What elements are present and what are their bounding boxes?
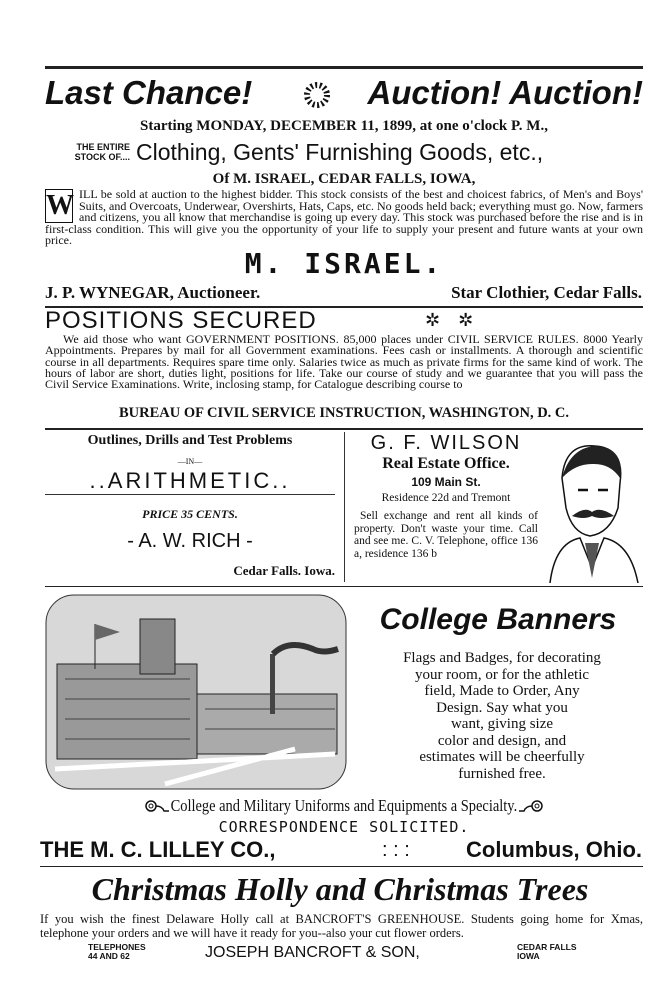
entire-stock-label-1: THE ENTIRE — [76, 142, 130, 152]
goods-title: Clothing, Gents' Furnishing Goods, etc., — [136, 139, 544, 165]
arithmetic-price: PRICE 35 CENTS. — [142, 507, 238, 521]
banners-title: College Banners — [379, 603, 617, 636]
arithmetic-in: —IN— — [177, 457, 203, 466]
banners-line: furnished free. — [458, 765, 546, 782]
banners-line: Design. Say what you — [436, 699, 568, 716]
banners-body — [362, 650, 642, 782]
headline-right: Auction! Auction! — [367, 74, 643, 111]
sunburst-ornament-icon — [300, 78, 334, 112]
headline-left: Last Chance! — [45, 74, 253, 111]
lilley-company: THE M. C. LILLEY CO., — [40, 837, 276, 862]
star-ornaments-icon: ✲✲ — [425, 310, 492, 330]
wilson-ad — [354, 432, 538, 560]
arithmetic-author: - A. W. RICH - — [127, 530, 253, 552]
auction-body-text: ILL be sold at auction to the highest bidder. This stock consists of the best and choicest fabrics, of Men's and Boys' Suits, and Overcoats, Underwear, Overshirts, Hats, Caps, etc. No goods held back; everything must go. Now, farmers and citizens, you all know that merchandise is going up every day. This stock was purchased before the rise and is in first-class condition. This will give you the opportunity of your life to supply your present and future wants at your own price. — [45, 187, 643, 247]
telephones-label: TELEPHONES — [88, 942, 146, 952]
auctioneer: J. P. WYNEGAR, Auctioneer. — [45, 283, 261, 302]
bancroft-city — [517, 943, 577, 961]
wilson-office: Real Estate Office. — [382, 455, 510, 472]
divider — [45, 428, 643, 430]
bancroft-city-2: IOWA — [517, 951, 540, 961]
telephones — [88, 943, 146, 961]
clothier: Star Clothier, Cedar Falls. — [451, 283, 642, 302]
wilson-name: G. F. WILSON — [370, 432, 522, 454]
column-divider — [344, 432, 345, 582]
divider — [40, 866, 643, 867]
positions-title: POSITIONS SECURED — [45, 307, 317, 334]
israel-banner: M. ISRAEL. — [244, 247, 444, 280]
lilley-separator: : : : — [382, 839, 410, 861]
banners-line: Flags and Badges, for decorating — [403, 650, 601, 666]
bancroft-body: If you wish the finest Delaware Holly call at BANCROFT'S GREENHOUSE. Students going home for Xmas, telephone your orders and we will have it ready for you--also your cut flower orders. — [40, 912, 643, 940]
bureau-name: BUREAU OF CIVIL SERVICE INSTRUCTION, WASHINGTON, D. C. — [118, 405, 570, 421]
bancroft-city-1: CEDAR FALLS — [517, 942, 577, 952]
wilson-address: 109 Main St. — [411, 475, 481, 489]
stock-line — [50, 138, 645, 170]
auction-headline — [45, 74, 643, 116]
owner-line: Of M. ISRAEL, CEDAR FALLS, IOWA, — [212, 171, 476, 187]
arithmetic-ad — [45, 433, 335, 579]
lilley-city: Columbus, Ohio. — [466, 837, 642, 862]
banners-line: field, Made to Order, Any — [424, 683, 580, 699]
banners-line: estimates will be cheerfully — [419, 749, 585, 765]
specialty-text: College and Military Uniforms and Equipments a Specialty. — [170, 796, 518, 815]
swirl-right-icon — [518, 799, 544, 813]
banners-line: want, giving size — [450, 716, 554, 732]
factory-engraving — [45, 594, 347, 790]
auction-body — [45, 189, 643, 247]
wilson-body: Sell exchange and rent all kinds of property. Don't waste your time. Call and see me. C. V. Telephone, office 136 a, residence 136 b — [354, 510, 538, 560]
portrait-illustration — [540, 438, 640, 583]
positions-body: We aid those who want GOVERNMENT POSITIONS. 85,000 places under CIVIL SERVICE RULES. 8000 Yearly Appointments. Prepares by mail for all Government examinations. Fees cash or installments. A thorough and scientific course in all departments. Requires spare time only. Salaries twice as much as private firms for the same kind of work. The hours of labor are short, duties light, positions for life. Take our course of study and we guarantee that you will pass the Civil Service Examinations. Write, inclosing stamp, for Catalogue describing course to — [45, 332, 643, 392]
correspondence: CORRESPONDENCE SOLICITED. — [218, 818, 470, 836]
drop-cap: W — [46, 190, 74, 221]
christmas-title: Christmas Holly and Christmas Trees — [91, 871, 589, 907]
banners-line: your room, or for the athletic — [414, 666, 590, 683]
banners-line: color and design, and — [437, 732, 567, 749]
arithmetic-place: Cedar Falls. Iowa. — [233, 563, 335, 578]
arithmetic-intro: Outlines, Drills and Test Problems — [87, 433, 293, 448]
wilson-residence: Residence 22d and Tremont — [381, 492, 511, 504]
swirl-left-icon — [144, 799, 170, 813]
arithmetic-title: ..ARITHMETIC.. — [45, 468, 335, 495]
specialty-line — [45, 795, 643, 817]
bancroft-name: JOSEPH BANCROFT & SON, — [205, 944, 420, 961]
auction-start: Starting MONDAY, DECEMBER 11, 1899, at one o'clock P. M., — [140, 118, 548, 134]
telephones-numbers: 44 AND 62 — [88, 951, 130, 961]
entire-stock-label-2: STOCK OF.... — [74, 152, 130, 162]
top-rule — [45, 66, 643, 69]
divider — [45, 586, 643, 587]
